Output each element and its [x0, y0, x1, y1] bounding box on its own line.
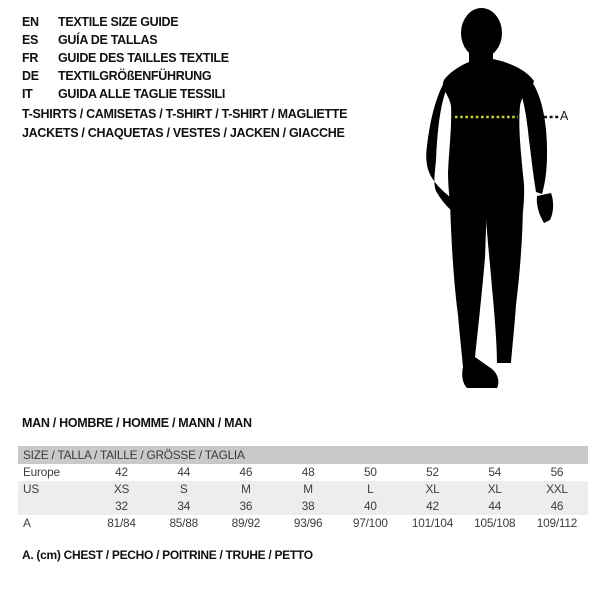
size-cell: 44	[177, 465, 191, 479]
silhouette-right-hand	[537, 193, 553, 223]
product-type-jackets: JACKETS / CHAQUETAS / VESTES / JACKEN / GIACCHE	[22, 126, 345, 140]
size-cell: 89/92	[231, 516, 261, 530]
language-name: GUIDE DES TAILLES TEXTILE	[58, 51, 229, 65]
size-row-us-numbers	[18, 498, 588, 515]
row-label: A	[23, 516, 31, 530]
size-cell: M	[241, 482, 251, 496]
size-cell: 32	[115, 499, 128, 513]
man-silhouette	[405, 0, 600, 400]
size-cell: 101/104	[411, 516, 454, 530]
size-cell: 34	[177, 499, 191, 513]
language-row	[22, 31, 229, 49]
size-cell: M	[303, 482, 313, 496]
size-cell: 50	[363, 465, 377, 479]
language-row	[22, 49, 229, 67]
size-cell: 38	[301, 499, 315, 513]
size-cell: 52	[426, 465, 439, 479]
size-cell: XS	[113, 482, 130, 496]
language-code: IT	[22, 87, 33, 101]
size-cell: 40	[363, 499, 377, 513]
language-code: EN	[22, 15, 39, 29]
size-cell: 36	[239, 499, 253, 513]
size-cell: XL	[487, 482, 502, 496]
size-cell: 81/84	[107, 516, 136, 530]
size-cell: 93/96	[293, 516, 323, 530]
language-code: ES	[22, 33, 39, 47]
man-figure	[405, 0, 600, 400]
silhouette-torso	[443, 59, 534, 212]
size-cell: XL	[425, 482, 440, 496]
product-type-tshirts: T-SHIRTS / CAMISETAS / T-SHIRT / T-SHIRT / MAGLIETTE	[22, 107, 348, 121]
row-label	[18, 498, 90, 515]
language-code: FR	[22, 51, 39, 65]
language-name: GUÍA DE TALLAS	[58, 33, 158, 47]
size-cell: 42	[115, 465, 128, 479]
size-cell: 48	[301, 465, 315, 479]
language-code: DE	[22, 69, 39, 83]
language-row	[22, 67, 229, 85]
language-name: TEXTILGRÖßENFÜHRUNG	[58, 69, 212, 83]
size-table-header: SIZE / TALLA / TAILLE / GRÖSSE / TAGLIA	[18, 446, 588, 464]
size-cell: XXL	[546, 482, 568, 496]
size-cell: 46	[239, 465, 253, 479]
language-row	[22, 13, 229, 31]
size-cell: 109/112	[536, 516, 578, 530]
size-cell: 42	[426, 499, 439, 513]
size-cell: 56	[550, 465, 564, 479]
size-cell: 85/88	[169, 516, 198, 530]
section-title-man: MAN / HOMBRE / HOMME / MANN / MAN	[22, 416, 252, 430]
measure-label-a: A	[560, 109, 569, 123]
silhouette-right-leg	[485, 198, 523, 363]
size-cell: 54	[488, 465, 502, 479]
size-cell: 97/100	[352, 516, 388, 530]
size-cell: 44	[488, 499, 502, 513]
size-cell: 46	[550, 499, 564, 513]
row-label: US	[23, 482, 39, 496]
size-table	[18, 446, 588, 532]
size-cell: S	[179, 482, 188, 496]
language-list	[22, 13, 229, 103]
size-row-chest-cm	[18, 515, 588, 532]
language-name: GUIDA ALLE TAGLIE TESSILI	[58, 87, 226, 101]
measurement-footnote: A. (cm) CHEST / PECHO / POITRINE / TRUHE / PETTO	[22, 548, 313, 562]
language-row	[22, 85, 229, 103]
language-name: TEXTILE SIZE GUIDE	[58, 15, 179, 29]
size-row-us-letters	[18, 481, 588, 498]
size-row-europe	[18, 464, 588, 481]
product-types	[22, 105, 347, 143]
size-cell: L	[367, 482, 374, 496]
row-label: Europe	[23, 465, 60, 479]
size-cell: 105/108	[474, 516, 516, 530]
